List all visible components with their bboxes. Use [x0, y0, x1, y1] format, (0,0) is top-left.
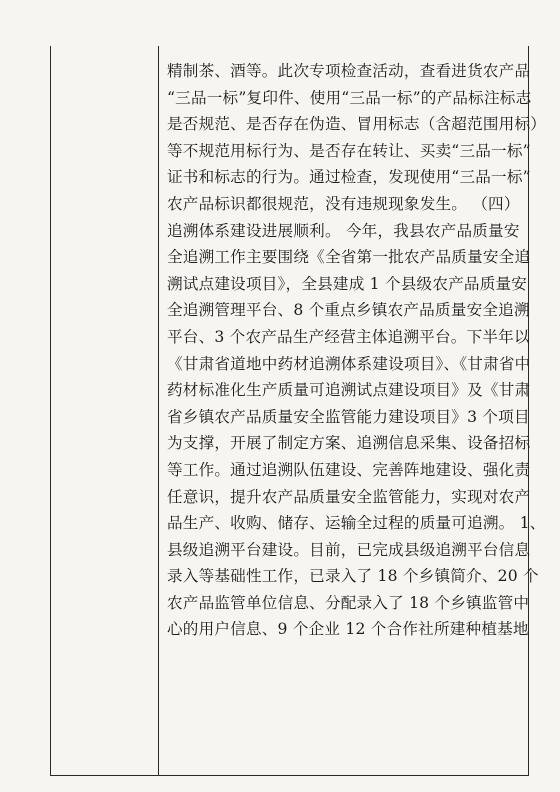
text-line: 农产品监管单位信息、分配录入了 18 个乡镇监管中: [167, 593, 530, 612]
text-line: 心的用户信息、9 个企业 12 个合作社所建种植基地: [167, 620, 529, 639]
text-line: 任意识，提升农产品质量安全监管能力，实现对农产: [167, 487, 531, 506]
text-line: 为支撑，开展了制定方案、追溯信息采集、设备招标: [167, 434, 531, 453]
text-line: 等工作。通过追溯队伍建设、完善阵地建设、强化责: [167, 460, 531, 479]
table-content-cell: [167, 58, 547, 643]
text-line: 平台、3 个农产品生产经营主体追溯平台。下半年以: [167, 327, 530, 346]
text-line: 品生产、收购、储存、运输全过程的质量可追溯。 1、: [167, 514, 546, 533]
text-line: 省乡镇农产品质量安全监管能力建设项目》3 个项目: [167, 407, 530, 426]
text-line: 县级追溯平台建设。目前，已完成县级追溯平台信息: [167, 540, 531, 559]
text-line: 《甘肃省道地中药材追溯体系建设项目》、《甘肃省中: [167, 354, 531, 373]
text-line: “三品一标”复印件、使用“三品一标”的产品标注标志: [167, 88, 532, 107]
text-line: 等不规范用标行为、是否存在转让、买卖“三品一标”: [167, 141, 531, 160]
text-line: 全追溯管理平台、8 个重点乡镇农产品质量安全追溯: [167, 301, 530, 320]
text-line: 追溯体系建设进展顺利。 今年，我县农产品质量安: [167, 221, 520, 240]
text-line: 证书和标志的行为。通过检查，发现使用“三品一标”: [167, 168, 531, 187]
text-line: 是否规范、是否存在伪造、冒用标志（含超范围用标）: [167, 115, 547, 134]
text-line: 录入等基础性工作，已录入了 18 个乡镇简介、20 个: [167, 567, 539, 586]
text-line: 精制茶、酒等。此次专项检查活动，查看进货农产品: [167, 62, 531, 80]
text-line: 全追溯工作主要围绕《全省第一批农产品质量安全追: [167, 248, 531, 267]
table-column-divider: [158, 46, 159, 776]
text-line: 溯试点建设项目》，全县建成 1 个县级农产品质量安: [167, 274, 528, 293]
text-line: 药材标准化生产质量可追溯试点建设项目》及《甘肃: [167, 381, 531, 400]
text-line: 农产品标识都很规范，没有违规现象发生。 （四）: [167, 194, 520, 213]
